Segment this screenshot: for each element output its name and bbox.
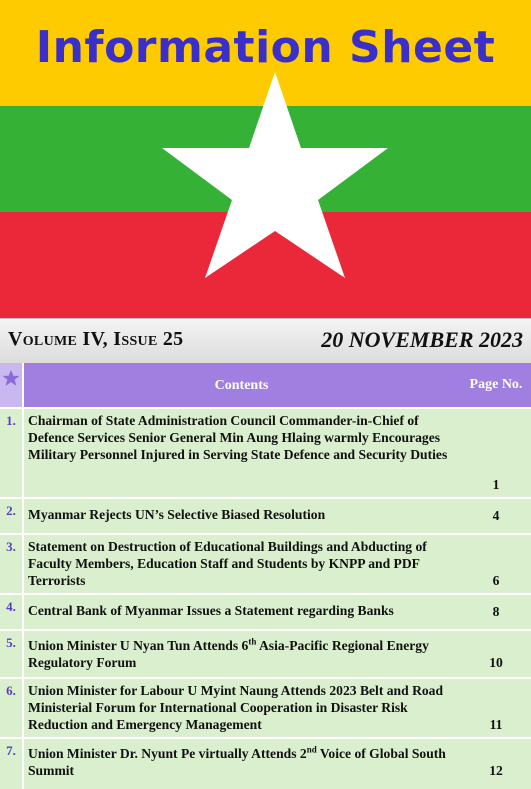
item-number: 3. bbox=[0, 535, 24, 593]
item-page: 12 bbox=[489, 763, 503, 778]
item-title-part: Asia-Pacific Regional Energy Regulatory Forum bbox=[28, 638, 429, 671]
contents-row[interactable] bbox=[0, 535, 531, 595]
item-title[interactable]: Union Minister for Labour U Myint Naung Attends 2023 Belt and Road Ministerial Forum for International Cooperation in Disaster Risk Reduction and Emergency Management bbox=[28, 683, 444, 733]
contents-header-row bbox=[0, 363, 531, 409]
item-title-part: Union Minister Dr. Nyunt Pe virtually Attends 2 bbox=[28, 746, 307, 761]
item-number: 6. bbox=[0, 679, 24, 737]
issue-bar bbox=[0, 318, 531, 364]
item-page: 1 bbox=[492, 477, 500, 492]
item-title-part: Voice of Global South Summit bbox=[28, 746, 446, 779]
item-title[interactable]: Central Bank of Myanmar Issues a Statement regarding Banks bbox=[28, 603, 394, 618]
volume-issue: Volume IV, Issue 25 bbox=[8, 328, 184, 350]
contents-row[interactable] bbox=[0, 631, 531, 679]
star-icon bbox=[0, 363, 24, 407]
item-number: 7. bbox=[0, 739, 24, 789]
item-page: 10 bbox=[489, 655, 503, 670]
item-page: 6 bbox=[492, 573, 500, 588]
contents-table bbox=[0, 363, 531, 789]
item-number: 4. bbox=[0, 595, 24, 629]
header-star-icon bbox=[2, 369, 20, 387]
item-title-superscript: th bbox=[248, 636, 257, 647]
item-number: 1. bbox=[0, 409, 24, 497]
contents-row[interactable] bbox=[0, 595, 531, 631]
item-title-superscript: nd bbox=[306, 744, 317, 755]
page-number-heading: Page No. bbox=[469, 377, 523, 392]
contents-heading: Contents bbox=[214, 378, 269, 393]
page-title: Information Sheet bbox=[35, 22, 496, 73]
contents-row[interactable] bbox=[0, 739, 531, 789]
item-title[interactable]: Statement on Destruction of Educational Buildings and Abducting of Faculty Members, Education Staff and Students by KNPP and PDF Terrorists bbox=[28, 539, 427, 589]
item-title[interactable] bbox=[24, 739, 461, 789]
item-page: 4 bbox=[492, 508, 500, 523]
item-title[interactable] bbox=[24, 631, 461, 677]
contents-row[interactable] bbox=[0, 679, 531, 739]
item-page: 8 bbox=[492, 604, 500, 619]
item-title-part: Union Minister U Nyan Tun Attends 6 bbox=[28, 638, 249, 653]
contents-row[interactable] bbox=[0, 499, 531, 535]
item-number: 2. bbox=[0, 499, 24, 533]
item-page: 11 bbox=[489, 717, 503, 732]
item-title[interactable]: Myanmar Rejects UN’s Selective Biased Resolution bbox=[28, 507, 326, 522]
issue-date: 20 NOVEMBER 2023 bbox=[321, 327, 523, 352]
flag-banner bbox=[0, 0, 531, 318]
item-number: 5. bbox=[0, 631, 24, 677]
contents-row[interactable] bbox=[0, 409, 531, 499]
item-title[interactable]: Chairman of State Administration Council Commander-in-Chief of Defence Services Senior General Min Aung Hlaing warmly Encourages Military Personnel Injured in Serving State Defence and Security Duties bbox=[28, 413, 448, 463]
